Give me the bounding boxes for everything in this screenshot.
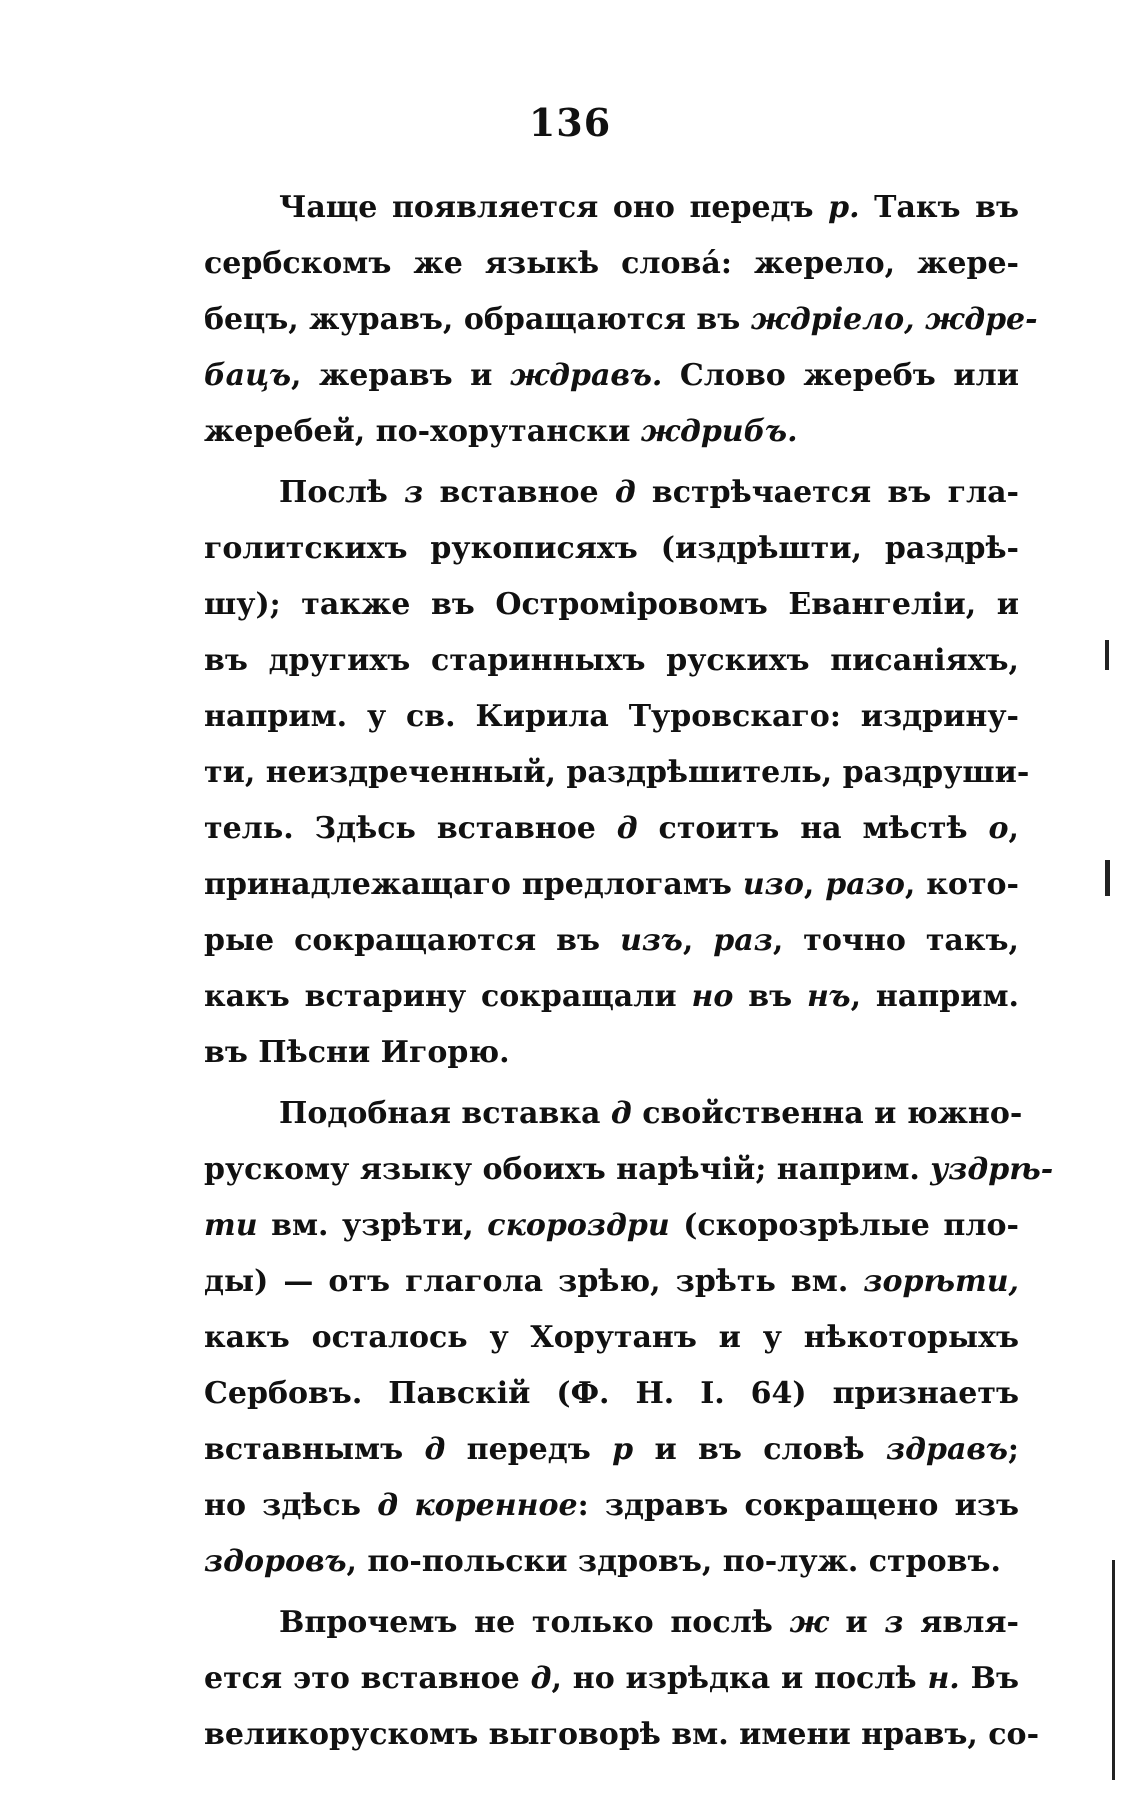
italic-run: скороздри <box>487 1208 670 1243</box>
text-line <box>204 348 1019 404</box>
text-run: (скорозрѣлые пло- <box>669 1208 1019 1243</box>
text-run: : здравъ сокращено изъ <box>577 1488 1019 1523</box>
text-line <box>204 1707 1040 1763</box>
italic-run: изъ <box>620 923 683 958</box>
text-run: рускому языку обоихъ нарѣчій; наприм. <box>204 1152 931 1187</box>
italic-run: д <box>530 1661 552 1696</box>
italic-run: нъ <box>806 979 851 1014</box>
text-run: шу); также въ Остроміровомъ Евангеліи, и <box>204 587 1019 622</box>
text-run: ; <box>1007 1432 1019 1467</box>
italic-run: здоровъ <box>204 1544 347 1579</box>
italic-run: здравъ <box>885 1432 1008 1467</box>
italic-run: но <box>691 979 734 1014</box>
text-run: явля- <box>903 1605 1020 1640</box>
text-line <box>204 1534 1019 1590</box>
margin-mark-1 <box>1105 640 1109 670</box>
text-line <box>204 1595 1019 1651</box>
paragraph <box>204 1086 1054 1590</box>
text-run: Въ <box>959 1661 1019 1696</box>
italic-run: раз <box>713 923 773 958</box>
text-run: , точно такъ, <box>772 923 1019 958</box>
text-run: принадлежащаго предлогамъ <box>204 867 743 902</box>
italic-run: изо <box>742 867 804 902</box>
text-run: рые сокращаются въ <box>204 923 621 958</box>
italic-run: р <box>612 1432 634 1467</box>
italic-run: разо <box>825 867 905 902</box>
text-run: бецъ, журавъ, обращаются въ <box>204 302 751 337</box>
italic-run: о <box>988 811 1009 846</box>
italic-run: бацъ <box>204 358 292 393</box>
text-line <box>204 969 1019 1025</box>
text-line <box>204 1422 1019 1478</box>
text-line <box>204 577 1019 633</box>
italic-run: ж <box>789 1605 829 1640</box>
text-line <box>204 180 1019 236</box>
italic-run: з <box>884 1605 904 1640</box>
text-line <box>204 801 1019 857</box>
text-line <box>204 292 1038 348</box>
margin-mark-2 <box>1105 860 1110 896</box>
text-line <box>204 465 1019 521</box>
text-run: ти, неиздреченный, раздрѣшитель, раздруши- <box>204 755 1030 790</box>
text-run: сербскомъ же языкѣ слова́: жерело, жере- <box>204 246 1019 281</box>
italic-run: д <box>614 475 636 510</box>
italic-run: зорѣти, <box>863 1264 1019 1299</box>
text-run: , <box>1008 811 1019 846</box>
text-line <box>204 1142 1054 1198</box>
text-line <box>204 1478 1019 1534</box>
text-line <box>204 745 1030 801</box>
text-run: вставное <box>423 475 615 510</box>
text-line <box>204 913 1019 969</box>
text-run: и въ словѣ <box>633 1432 886 1467</box>
italic-run: д <box>424 1432 446 1467</box>
text-run: Слово жеребъ или <box>662 358 1019 393</box>
italic-run: д <box>616 811 638 846</box>
text-run: , по-польски здровъ, по-луж. стровъ. <box>346 1544 1001 1579</box>
text-run: , <box>803 867 826 902</box>
text-run: стоитъ на мѣстѣ <box>637 811 989 846</box>
text-line <box>204 404 1019 460</box>
text-run: ется это вставное <box>204 1661 531 1696</box>
text-line <box>204 1086 1023 1142</box>
text-run: въ Пѣсни Игорю. <box>204 1035 510 1070</box>
text-run: жеребей, по-хорутански <box>204 414 641 449</box>
italic-run: д <box>610 1096 632 1131</box>
text-line <box>204 633 1019 689</box>
text-run: ды) — отъ глагола зрѣю, зрѣть вм. <box>204 1264 864 1299</box>
text-run: какъ встарину сокращали <box>204 979 692 1014</box>
italic-run: д коренное <box>377 1488 578 1523</box>
text-run: но здѣсь <box>204 1488 378 1523</box>
text-run: , кото- <box>904 867 1019 902</box>
text-run: вставнымъ <box>204 1432 425 1467</box>
italic-run: ждріело, ждре- <box>750 302 1038 337</box>
italic-run: н. <box>927 1661 960 1696</box>
text-run: великорускомъ выговорѣ вм. имени нравъ, со- <box>204 1717 1040 1752</box>
text-run: Впрочемъ не только послѣ <box>279 1605 790 1640</box>
italic-run: ждрибъ. <box>640 414 798 449</box>
text-line <box>204 857 1019 913</box>
italic-run: уздрѣ- <box>930 1152 1054 1187</box>
text-line <box>204 521 1019 577</box>
text-run: , <box>682 923 714 958</box>
text-run: передъ <box>445 1432 613 1467</box>
text-run: , наприм. <box>850 979 1019 1014</box>
text-line <box>204 1254 1019 1310</box>
text-run: въ другихъ старинныхъ рускихъ писаніяхъ, <box>204 643 1019 678</box>
body-text <box>204 180 1054 1768</box>
paragraph <box>204 1595 1040 1763</box>
text-run: въ <box>733 979 807 1014</box>
text-run: Сербовъ. Павскій (Ф. Н. І. 64) признаетъ <box>204 1376 1019 1411</box>
text-run: встрѣчается въ гла- <box>635 475 1019 510</box>
text-run: Послѣ <box>279 475 405 510</box>
text-run: наприм. у св. Кирила Туровскаго: издрину- <box>204 699 1019 734</box>
text-line <box>204 1025 1019 1081</box>
text-run: свойственна и южно- <box>631 1096 1023 1131</box>
text-line <box>204 1366 1019 1422</box>
paragraph <box>204 180 1038 460</box>
text-run: тель. Здѣсь вставное <box>204 811 617 846</box>
text-run: какъ осталось у Хорутанъ и у нѣкоторыхъ <box>204 1320 1019 1355</box>
text-line <box>204 689 1019 745</box>
text-run: и <box>828 1605 885 1640</box>
text-run: голитскихъ рукописяхъ (издрѣшти, раздрѣ- <box>204 531 1019 566</box>
italic-run: ти <box>204 1208 258 1243</box>
text-run: вм. узрѣти, <box>257 1208 488 1243</box>
text-run: , но изрѣдка и послѣ <box>551 1661 928 1696</box>
text-line <box>204 1651 1019 1707</box>
italic-run: з <box>404 475 424 510</box>
text-run: Такъ въ <box>859 190 1019 225</box>
italic-run: р. <box>828 190 860 225</box>
text-line <box>204 1198 1019 1254</box>
text-run: , жеравъ и <box>291 358 510 393</box>
margin-mark-3 <box>1112 1560 1115 1780</box>
text-run: Подобная вставка <box>279 1096 611 1131</box>
italic-run: ждравъ. <box>509 358 663 393</box>
text-line <box>204 236 1019 292</box>
page-number: 136 <box>528 100 612 145</box>
text-line <box>204 1310 1019 1366</box>
paragraph <box>204 465 1030 1081</box>
text-run: Чаще появляется оно передъ <box>279 190 829 225</box>
